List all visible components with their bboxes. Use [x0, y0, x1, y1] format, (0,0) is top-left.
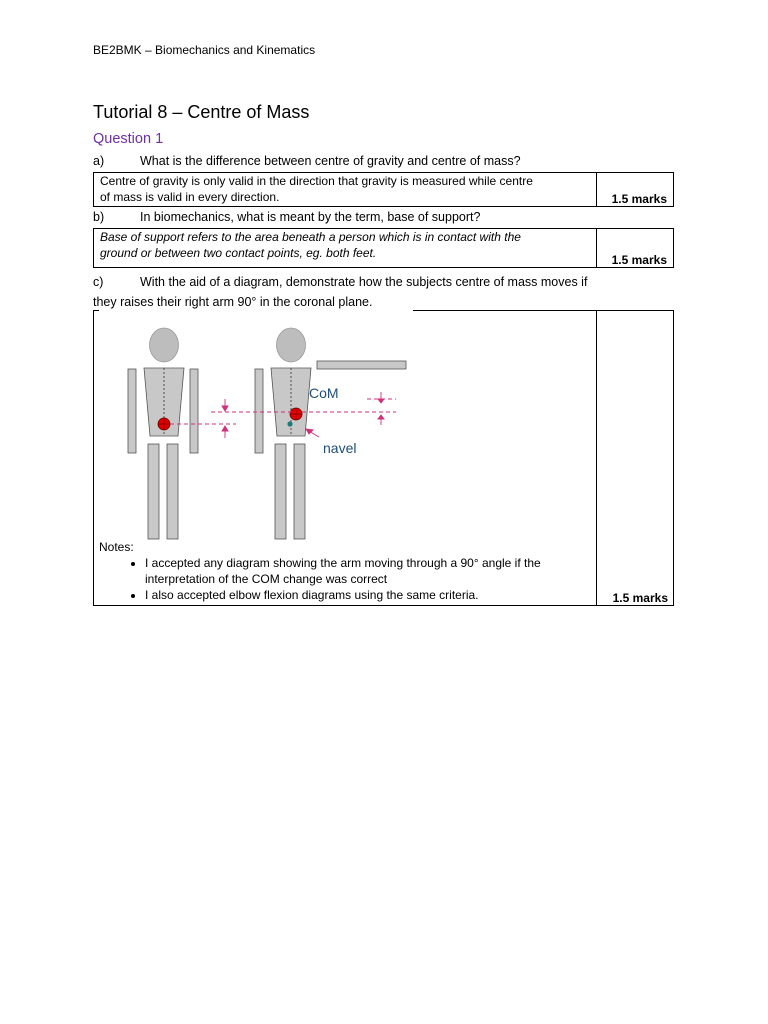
- question-c: [93, 272, 653, 312]
- answer-a-text: [94, 173, 597, 206]
- answer-b-box: [93, 228, 674, 268]
- notes-label: Notes:: [99, 540, 134, 554]
- head-raised: [277, 328, 306, 362]
- com-label: CoM: [309, 385, 339, 401]
- question-c-text-line2: they raises their right arm 90° in the coronal plane.: [93, 295, 373, 309]
- com-diagram: [93, 310, 596, 540]
- head-neutral: [150, 328, 179, 362]
- answer-b-line1: Base of support refers to the area beneath a person which is in contact with the: [100, 230, 521, 244]
- answer-c-marks: 1.5 marks: [612, 591, 668, 605]
- left-leg-neutral: [148, 444, 159, 539]
- right-arm-horizontal: [317, 361, 406, 369]
- figure-neutral: [128, 328, 198, 539]
- question-a-text: What is the difference between centre of gravity and centre of mass?: [140, 154, 521, 168]
- question-c-letter: c): [93, 275, 104, 289]
- left-arm-raised: [255, 369, 263, 453]
- note-item: • I also accepted elbow flexion diagrams using the same criteria.: [145, 587, 589, 603]
- question-a: [93, 154, 521, 168]
- answer-b-marks: 1.5 marks: [611, 253, 667, 267]
- notes-section: [99, 539, 589, 603]
- question-b-letter: b): [93, 210, 105, 224]
- page-title: Tutorial 8 – Centre of Mass: [93, 102, 310, 122]
- document-header: BE2BMK – Biomechanics and Kinematics: [93, 43, 316, 57]
- answer-a-line1: Centre of gravity is only valid in the direction that gravity is measured while centre: [100, 174, 533, 188]
- navel-marker: [287, 421, 292, 426]
- note-item: • I accepted any diagram showing the arm moving through a 90° angle if the interpretation of the COM change was correct: [145, 555, 589, 587]
- right-arm-neutral: [190, 369, 198, 453]
- question-b: [93, 210, 480, 224]
- answer-b-line2: ground or between two contact points, eg. both feet.: [100, 245, 377, 260]
- answer-a-box: [93, 172, 674, 207]
- left-arm-neutral: [128, 369, 136, 453]
- answer-a-line2: of mass is valid in every direction.: [100, 189, 280, 204]
- question-heading: Question 1: [93, 131, 164, 147]
- question-c-text-line1: With the aid of a diagram, demonstrate how the subjects centre of mass moves if: [140, 275, 588, 289]
- answer-b-text: [94, 229, 597, 267]
- navel-label: navel: [323, 440, 357, 456]
- right-leg-neutral: [167, 444, 178, 539]
- question-a-letter: a): [93, 154, 105, 168]
- answer-c-box: [93, 310, 674, 606]
- notes-list: [99, 555, 589, 603]
- answer-a-marks: 1.5 marks: [611, 192, 667, 206]
- left-leg-raised: [275, 444, 286, 539]
- right-leg-raised: [294, 444, 305, 539]
- question-b-text: In biomechanics, what is meant by the term, base of support?: [140, 210, 481, 224]
- figure-arm-raised: [255, 328, 406, 539]
